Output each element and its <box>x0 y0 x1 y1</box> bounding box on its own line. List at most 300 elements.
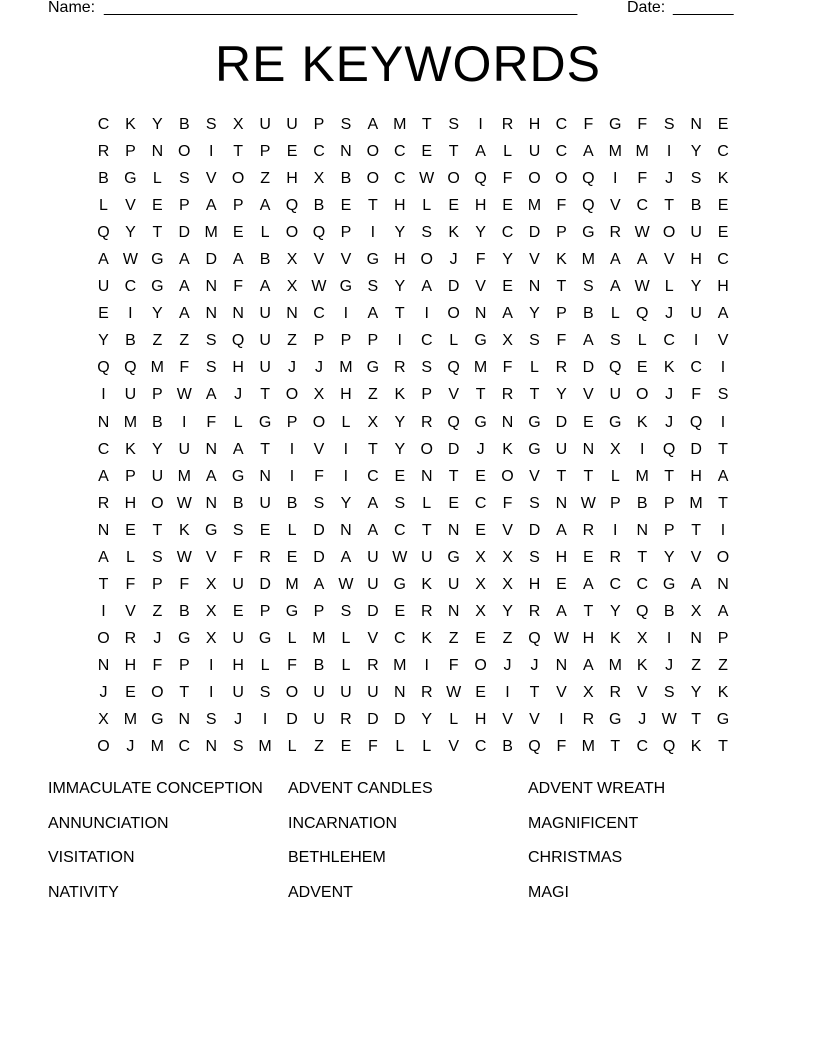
grid-letter[interactable]: E <box>98 305 109 323</box>
grid-letter[interactable]: A <box>609 251 621 269</box>
grid-letter[interactable]: Y <box>663 548 675 566</box>
grid-letter[interactable]: L <box>99 197 108 215</box>
grid-letter[interactable]: O <box>366 170 380 188</box>
grid-letter[interactable]: K <box>125 116 136 133</box>
grid-letter[interactable]: W <box>553 629 569 647</box>
grid-letter[interactable]: S <box>259 683 271 701</box>
grid-letter[interactable]: S <box>690 170 702 188</box>
grid-letter[interactable]: X <box>232 116 244 133</box>
grid-letter[interactable]: H <box>394 197 406 215</box>
grid-letter[interactable]: M <box>177 467 191 485</box>
grid-letter[interactable]: J <box>234 711 243 729</box>
grid-letter[interactable]: V <box>529 251 540 269</box>
grid-letter[interactable]: N <box>205 305 217 323</box>
grid-letter[interactable]: K <box>178 521 190 539</box>
grid-letter[interactable]: S <box>367 278 379 296</box>
grid-letter[interactable]: E <box>421 143 433 161</box>
grid-letter[interactable]: E <box>340 197 352 215</box>
grid-letter[interactable]: L <box>422 738 432 756</box>
grid-letter[interactable]: B <box>663 602 675 620</box>
grid-letter[interactable]: P <box>259 602 271 620</box>
grid-letter[interactable]: E <box>259 521 271 539</box>
grid-letter[interactable]: X <box>98 711 109 729</box>
grid-letter[interactable]: K <box>609 629 621 647</box>
grid-letter[interactable]: F <box>179 575 190 593</box>
grid-letter[interactable]: C <box>501 224 514 242</box>
grid-letter[interactable]: T <box>583 602 594 620</box>
grid-letter[interactable]: P <box>286 413 298 431</box>
grid-letter[interactable]: A <box>340 548 352 566</box>
grid-letter[interactable]: F <box>233 278 244 296</box>
grid-letter[interactable]: C <box>555 116 568 133</box>
grid-letter[interactable]: D <box>259 575 271 593</box>
grid-letter[interactable]: N <box>178 711 191 729</box>
grid-letter[interactable]: J <box>665 386 674 404</box>
grid-letter[interactable]: A <box>583 143 594 161</box>
grid-letter[interactable]: J <box>234 386 243 404</box>
grid-letter[interactable]: Y <box>609 602 621 620</box>
grid-letter[interactable]: J <box>530 656 539 674</box>
grid-letter[interactable]: U <box>97 278 110 296</box>
grid-letter[interactable]: X <box>609 440 621 458</box>
grid-letter[interactable]: S <box>529 548 540 566</box>
grid-letter[interactable]: L <box>530 359 539 377</box>
grid-letter[interactable]: A <box>502 305 513 323</box>
grid-letter[interactable]: P <box>313 602 325 620</box>
grid-letter[interactable]: X <box>205 602 217 620</box>
grid-letter[interactable]: G <box>447 548 460 566</box>
grid-letter[interactable]: U <box>340 683 352 701</box>
grid-letter[interactable]: O <box>528 170 541 188</box>
grid-letter[interactable]: G <box>609 413 622 431</box>
grid-letter[interactable]: H <box>124 656 137 674</box>
grid-letter[interactable]: I <box>101 386 106 404</box>
grid-letter[interactable]: L <box>422 494 432 512</box>
grid-letter[interactable]: C <box>394 629 406 647</box>
grid-letter[interactable]: G <box>339 278 353 296</box>
grid-letter[interactable]: U <box>609 386 622 404</box>
grid-letter[interactable]: G <box>716 711 730 729</box>
grid-letter[interactable]: A <box>178 251 190 269</box>
grid-letter[interactable]: M <box>608 143 622 161</box>
grid-letter[interactable]: X <box>286 251 298 269</box>
grid-letter[interactable]: U <box>124 386 137 404</box>
grid-letter[interactable]: W <box>661 711 677 729</box>
grid-letter[interactable]: F <box>502 494 513 512</box>
grid-letter[interactable]: D <box>394 711 406 729</box>
grid-letter[interactable]: O <box>285 224 299 242</box>
grid-letter[interactable]: V <box>125 197 136 215</box>
grid-letter[interactable]: S <box>340 602 352 620</box>
grid-letter[interactable]: C <box>97 440 110 458</box>
grid-letter[interactable]: T <box>260 440 270 458</box>
grid-letter[interactable]: I <box>720 521 726 539</box>
grid-letter[interactable]: I <box>693 332 699 350</box>
grid-letter[interactable]: V <box>313 251 325 269</box>
grid-letter[interactable]: M <box>581 251 595 269</box>
grid-letter[interactable]: N <box>394 683 406 701</box>
grid-letter[interactable]: K <box>421 629 433 647</box>
grid-letter[interactable]: S <box>205 332 217 350</box>
grid-letter[interactable]: N <box>690 629 702 647</box>
grid-letter[interactable]: C <box>313 143 325 161</box>
grid-letter[interactable]: B <box>152 413 163 431</box>
grid-letter[interactable]: X <box>286 278 298 296</box>
grid-letter[interactable]: V <box>690 548 702 566</box>
grid-letter[interactable]: S <box>609 332 621 350</box>
grid-letter[interactable]: Y <box>394 413 406 431</box>
grid-letter[interactable]: N <box>528 278 541 296</box>
grid-letter[interactable]: X <box>636 629 648 647</box>
grid-letter[interactable]: A <box>98 467 109 485</box>
grid-letter[interactable]: Y <box>690 278 702 296</box>
grid-letter[interactable]: K <box>502 440 513 458</box>
grid-letter[interactable]: N <box>474 305 487 323</box>
grid-letter[interactable]: O <box>366 143 380 161</box>
grid-letter[interactable]: G <box>258 629 272 647</box>
grid-letter[interactable]: B <box>178 602 190 620</box>
grid-letter[interactable]: C <box>717 251 729 269</box>
grid-letter[interactable]: U <box>286 116 298 133</box>
grid-letter[interactable]: M <box>393 656 407 674</box>
grid-letter[interactable]: Q <box>97 224 110 242</box>
grid-letter[interactable]: R <box>609 224 622 242</box>
grid-letter[interactable]: Z <box>152 602 163 620</box>
grid-letter[interactable]: G <box>474 413 487 431</box>
grid-letter[interactable]: W <box>634 224 650 242</box>
grid-letter[interactable]: T <box>583 467 594 485</box>
grid-letter[interactable]: D <box>313 548 325 566</box>
grid-letter[interactable]: G <box>609 711 622 729</box>
grid-letter[interactable]: G <box>662 575 676 593</box>
grid-letter[interactable]: C <box>394 170 406 188</box>
grid-letter[interactable]: C <box>97 116 110 133</box>
grid-letter[interactable]: R <box>97 143 110 161</box>
grid-letter[interactable]: P <box>232 197 244 215</box>
grid-letter[interactable]: E <box>556 575 567 593</box>
grid-letter[interactable]: U <box>259 494 271 512</box>
grid-letter[interactable]: G <box>474 332 487 350</box>
grid-letter[interactable]: X <box>475 548 486 566</box>
grid-letter[interactable]: U <box>690 224 702 242</box>
grid-letter[interactable]: C <box>394 143 406 161</box>
grid-letter[interactable]: P <box>152 575 163 593</box>
grid-letter[interactable]: E <box>717 224 729 242</box>
grid-letter[interactable]: E <box>636 359 648 377</box>
grid-letter[interactable]: Q <box>662 440 676 458</box>
grid-letter[interactable]: N <box>340 521 352 539</box>
grid-letter[interactable]: P <box>421 386 433 404</box>
grid-letter[interactable]: I <box>289 467 295 485</box>
grid-letter[interactable]: U <box>367 548 379 566</box>
grid-letter[interactable]: R <box>340 711 352 729</box>
grid-letter[interactable]: K <box>448 224 459 242</box>
grid-letter[interactable]: Y <box>421 711 433 729</box>
grid-letter[interactable]: J <box>665 656 674 674</box>
grid-letter[interactable]: G <box>582 224 595 242</box>
grid-letter[interactable]: E <box>475 521 486 539</box>
grid-letter[interactable]: F <box>206 413 217 431</box>
grid-letter[interactable]: A <box>717 602 729 620</box>
grid-letter[interactable]: A <box>367 521 379 539</box>
grid-letter[interactable]: N <box>501 413 514 431</box>
grid-letter[interactable]: H <box>232 656 244 674</box>
grid-letter[interactable]: D <box>178 224 191 242</box>
grid-letter[interactable]: X <box>313 170 325 188</box>
grid-letter[interactable]: N <box>97 413 110 431</box>
grid-letter[interactable]: S <box>152 548 163 566</box>
grid-letter[interactable]: Y <box>394 224 406 242</box>
grid-letter[interactable]: I <box>343 440 349 458</box>
grid-letter[interactable]: C <box>636 575 648 593</box>
grid-letter[interactable]: A <box>259 278 271 296</box>
grid-letter[interactable]: X <box>690 602 702 620</box>
grid-letter[interactable]: V <box>313 440 325 458</box>
grid-letter[interactable]: S <box>340 116 352 133</box>
grid-letter[interactable]: F <box>152 656 163 674</box>
grid-letter[interactable]: I <box>424 305 429 323</box>
grid-letter[interactable]: O <box>151 683 164 701</box>
grid-letter[interactable]: Y <box>340 494 352 512</box>
grid-letter[interactable]: P <box>152 386 163 404</box>
grid-letter[interactable]: C <box>420 332 433 350</box>
grid-letter[interactable]: V <box>340 251 352 269</box>
grid-letter[interactable]: I <box>343 467 349 485</box>
grid-letter[interactable]: Q <box>312 224 326 242</box>
grid-letter[interactable]: Z <box>179 332 190 350</box>
grid-letter[interactable]: N <box>205 440 217 458</box>
grid-letter[interactable]: P <box>717 629 729 647</box>
grid-letter[interactable]: R <box>124 629 137 647</box>
grid-letter[interactable]: O <box>97 738 110 756</box>
grid-letter[interactable]: M <box>312 629 326 647</box>
grid-letter[interactable]: Y <box>394 440 406 458</box>
grid-letter[interactable]: Y <box>556 386 567 404</box>
grid-letter[interactable]: P <box>125 143 136 161</box>
grid-letter[interactable]: F <box>125 575 136 593</box>
grid-letter[interactable]: G <box>366 359 380 377</box>
grid-letter[interactable]: E <box>152 197 163 215</box>
grid-letter[interactable]: A <box>178 305 190 323</box>
grid-letter[interactable]: M <box>258 738 272 756</box>
grid-letter[interactable]: N <box>97 656 110 674</box>
grid-letter[interactable]: L <box>287 521 297 539</box>
grid-letter[interactable]: H <box>340 386 352 404</box>
grid-letter[interactable]: T <box>260 386 270 404</box>
grid-letter[interactable]: W <box>311 278 327 296</box>
grid-letter[interactable]: V <box>717 332 729 350</box>
grid-letter[interactable]: V <box>663 251 675 269</box>
grid-letter[interactable]: P <box>313 332 325 350</box>
grid-letter[interactable]: O <box>178 143 191 161</box>
grid-letter[interactable]: V <box>205 170 217 188</box>
grid-letter[interactable]: E <box>232 602 244 620</box>
grid-letter[interactable]: L <box>233 413 243 431</box>
grid-letter[interactable]: O <box>716 548 730 566</box>
grid-letter[interactable]: O <box>447 170 460 188</box>
grid-letter[interactable]: N <box>555 656 568 674</box>
grid-letter[interactable]: O <box>285 683 299 701</box>
grid-letter[interactable]: J <box>503 656 512 674</box>
grid-letter[interactable]: F <box>448 656 459 674</box>
grid-letter[interactable]: G <box>204 521 218 539</box>
grid-letter[interactable]: P <box>178 197 190 215</box>
grid-letter[interactable]: N <box>447 602 460 620</box>
grid-letter[interactable]: T <box>448 143 459 161</box>
grid-letter[interactable]: Z <box>314 738 324 756</box>
grid-letter[interactable]: Y <box>475 224 486 242</box>
grid-letter[interactable]: T <box>718 440 728 458</box>
grid-letter[interactable]: T <box>475 386 486 404</box>
grid-letter[interactable]: R <box>609 683 622 701</box>
grid-letter[interactable]: X <box>502 548 513 566</box>
grid-letter[interactable]: Z <box>152 332 163 350</box>
grid-letter[interactable]: D <box>447 278 460 296</box>
grid-letter[interactable]: T <box>718 738 728 756</box>
grid-letter[interactable]: E <box>583 413 594 431</box>
grid-letter[interactable]: V <box>609 197 621 215</box>
grid-letter[interactable]: I <box>208 143 214 161</box>
grid-letter[interactable]: E <box>394 602 406 620</box>
grid-letter[interactable]: S <box>205 359 217 377</box>
grid-letter[interactable]: C <box>394 521 406 539</box>
grid-letter[interactable]: T <box>691 521 701 539</box>
grid-letter[interactable]: C <box>124 278 137 296</box>
grid-letter[interactable]: M <box>204 224 218 242</box>
grid-letter[interactable]: A <box>232 251 244 269</box>
grid-letter[interactable]: Q <box>582 170 595 188</box>
grid-letter[interactable]: H <box>717 278 729 296</box>
grid-letter[interactable]: Q <box>635 305 649 323</box>
grid-letter[interactable]: I <box>370 224 376 242</box>
grid-letter[interactable]: P <box>178 656 190 674</box>
grid-letter[interactable]: A <box>609 278 621 296</box>
grid-letter[interactable]: N <box>286 305 298 323</box>
grid-letter[interactable]: E <box>448 197 459 215</box>
grid-letter[interactable]: K <box>717 170 729 188</box>
grid-letter[interactable]: N <box>97 521 110 539</box>
grid-letter[interactable]: N <box>259 467 271 485</box>
grid-letter[interactable]: Q <box>662 738 676 756</box>
grid-letter[interactable]: T <box>367 440 378 458</box>
grid-letter[interactable]: C <box>313 305 325 323</box>
grid-letter[interactable]: R <box>582 711 595 729</box>
grid-letter[interactable]: E <box>502 278 513 296</box>
grid-letter[interactable]: Y <box>502 251 513 269</box>
grid-letter[interactable]: X <box>475 602 486 620</box>
grid-letter[interactable]: C <box>178 738 191 756</box>
grid-letter[interactable]: N <box>690 116 702 133</box>
grid-letter[interactable]: T <box>664 467 675 485</box>
grid-letter[interactable]: O <box>635 386 649 404</box>
grid-letter[interactable]: U <box>232 629 244 647</box>
grid-letter[interactable]: T <box>394 305 405 323</box>
grid-letter[interactable]: T <box>98 575 109 593</box>
grid-letter[interactable]: G <box>151 711 164 729</box>
grid-letter[interactable]: O <box>285 386 299 404</box>
grid-letter[interactable]: S <box>205 116 217 133</box>
grid-letter[interactable]: T <box>367 197 378 215</box>
grid-letter[interactable]: M <box>393 116 407 133</box>
grid-letter[interactable]: R <box>555 359 568 377</box>
grid-letter[interactable]: B <box>502 738 513 756</box>
grid-letter[interactable]: T <box>556 467 567 485</box>
grid-letter[interactable]: B <box>232 494 244 512</box>
grid-letter[interactable]: N <box>582 440 595 458</box>
grid-letter[interactable]: P <box>313 116 325 133</box>
grid-letter[interactable]: C <box>636 738 648 756</box>
grid-letter[interactable]: J <box>449 251 458 269</box>
grid-letter[interactable]: L <box>260 656 270 674</box>
grid-letter[interactable]: U <box>178 440 191 458</box>
grid-letter[interactable]: A <box>205 386 217 404</box>
grid-letter[interactable]: I <box>128 305 133 323</box>
grid-letter[interactable]: T <box>718 494 728 512</box>
grid-letter[interactable]: G <box>124 170 137 188</box>
grid-letter[interactable]: S <box>529 332 540 350</box>
grid-letter[interactable]: H <box>394 251 406 269</box>
grid-letter[interactable]: N <box>205 738 217 756</box>
grid-letter[interactable]: B <box>583 305 594 323</box>
grid-letter[interactable]: K <box>125 440 136 458</box>
grid-letter[interactable]: M <box>285 575 299 593</box>
grid-letter[interactable]: I <box>101 602 106 620</box>
grid-letter[interactable]: S <box>232 738 244 756</box>
grid-letter[interactable]: L <box>503 143 512 161</box>
grid-letter[interactable]: E <box>475 467 486 485</box>
grid-letter[interactable]: D <box>286 711 298 729</box>
grid-letter[interactable]: A <box>232 440 244 458</box>
grid-letter[interactable]: A <box>178 278 190 296</box>
grid-letter[interactable]: S <box>663 683 675 701</box>
grid-letter[interactable]: Q <box>285 197 299 215</box>
grid-letter[interactable]: C <box>636 197 648 215</box>
grid-letter[interactable]: F <box>691 386 701 404</box>
grid-letter[interactable]: L <box>610 467 620 485</box>
grid-letter[interactable]: N <box>151 143 164 161</box>
grid-letter[interactable]: D <box>582 359 595 377</box>
grid-letter[interactable]: X <box>313 386 325 404</box>
grid-letter[interactable]: Q <box>582 197 595 215</box>
grid-letter[interactable]: M <box>150 359 164 377</box>
grid-letter[interactable]: N <box>205 494 217 512</box>
grid-letter[interactable]: J <box>314 359 323 377</box>
grid-letter[interactable]: N <box>555 494 568 512</box>
grid-letter[interactable]: H <box>690 467 702 485</box>
grid-letter[interactable]: X <box>502 575 513 593</box>
grid-letter[interactable]: P <box>340 224 352 242</box>
grid-letter[interactable]: U <box>367 575 379 593</box>
grid-letter[interactable]: S <box>178 170 190 188</box>
grid-letter[interactable]: A <box>205 467 217 485</box>
grid-letter[interactable]: L <box>610 305 620 323</box>
grid-letter[interactable]: A <box>583 575 594 593</box>
grid-letter[interactable]: R <box>582 521 595 539</box>
grid-letter[interactable]: A <box>556 521 567 539</box>
grid-letter[interactable]: G <box>151 278 164 296</box>
grid-letter[interactable]: U <box>232 575 244 593</box>
grid-letter[interactable]: F <box>556 197 567 215</box>
grid-letter[interactable]: V <box>556 683 567 701</box>
grid-letter[interactable]: I <box>289 440 295 458</box>
grid-letter[interactable]: D <box>367 602 379 620</box>
grid-letter[interactable]: H <box>690 251 702 269</box>
grid-letter[interactable]: W <box>580 494 596 512</box>
grid-letter[interactable]: L <box>341 656 351 674</box>
grid-letter[interactable]: E <box>448 494 459 512</box>
grid-letter[interactable]: E <box>717 197 729 215</box>
grid-letter[interactable]: Q <box>124 359 137 377</box>
